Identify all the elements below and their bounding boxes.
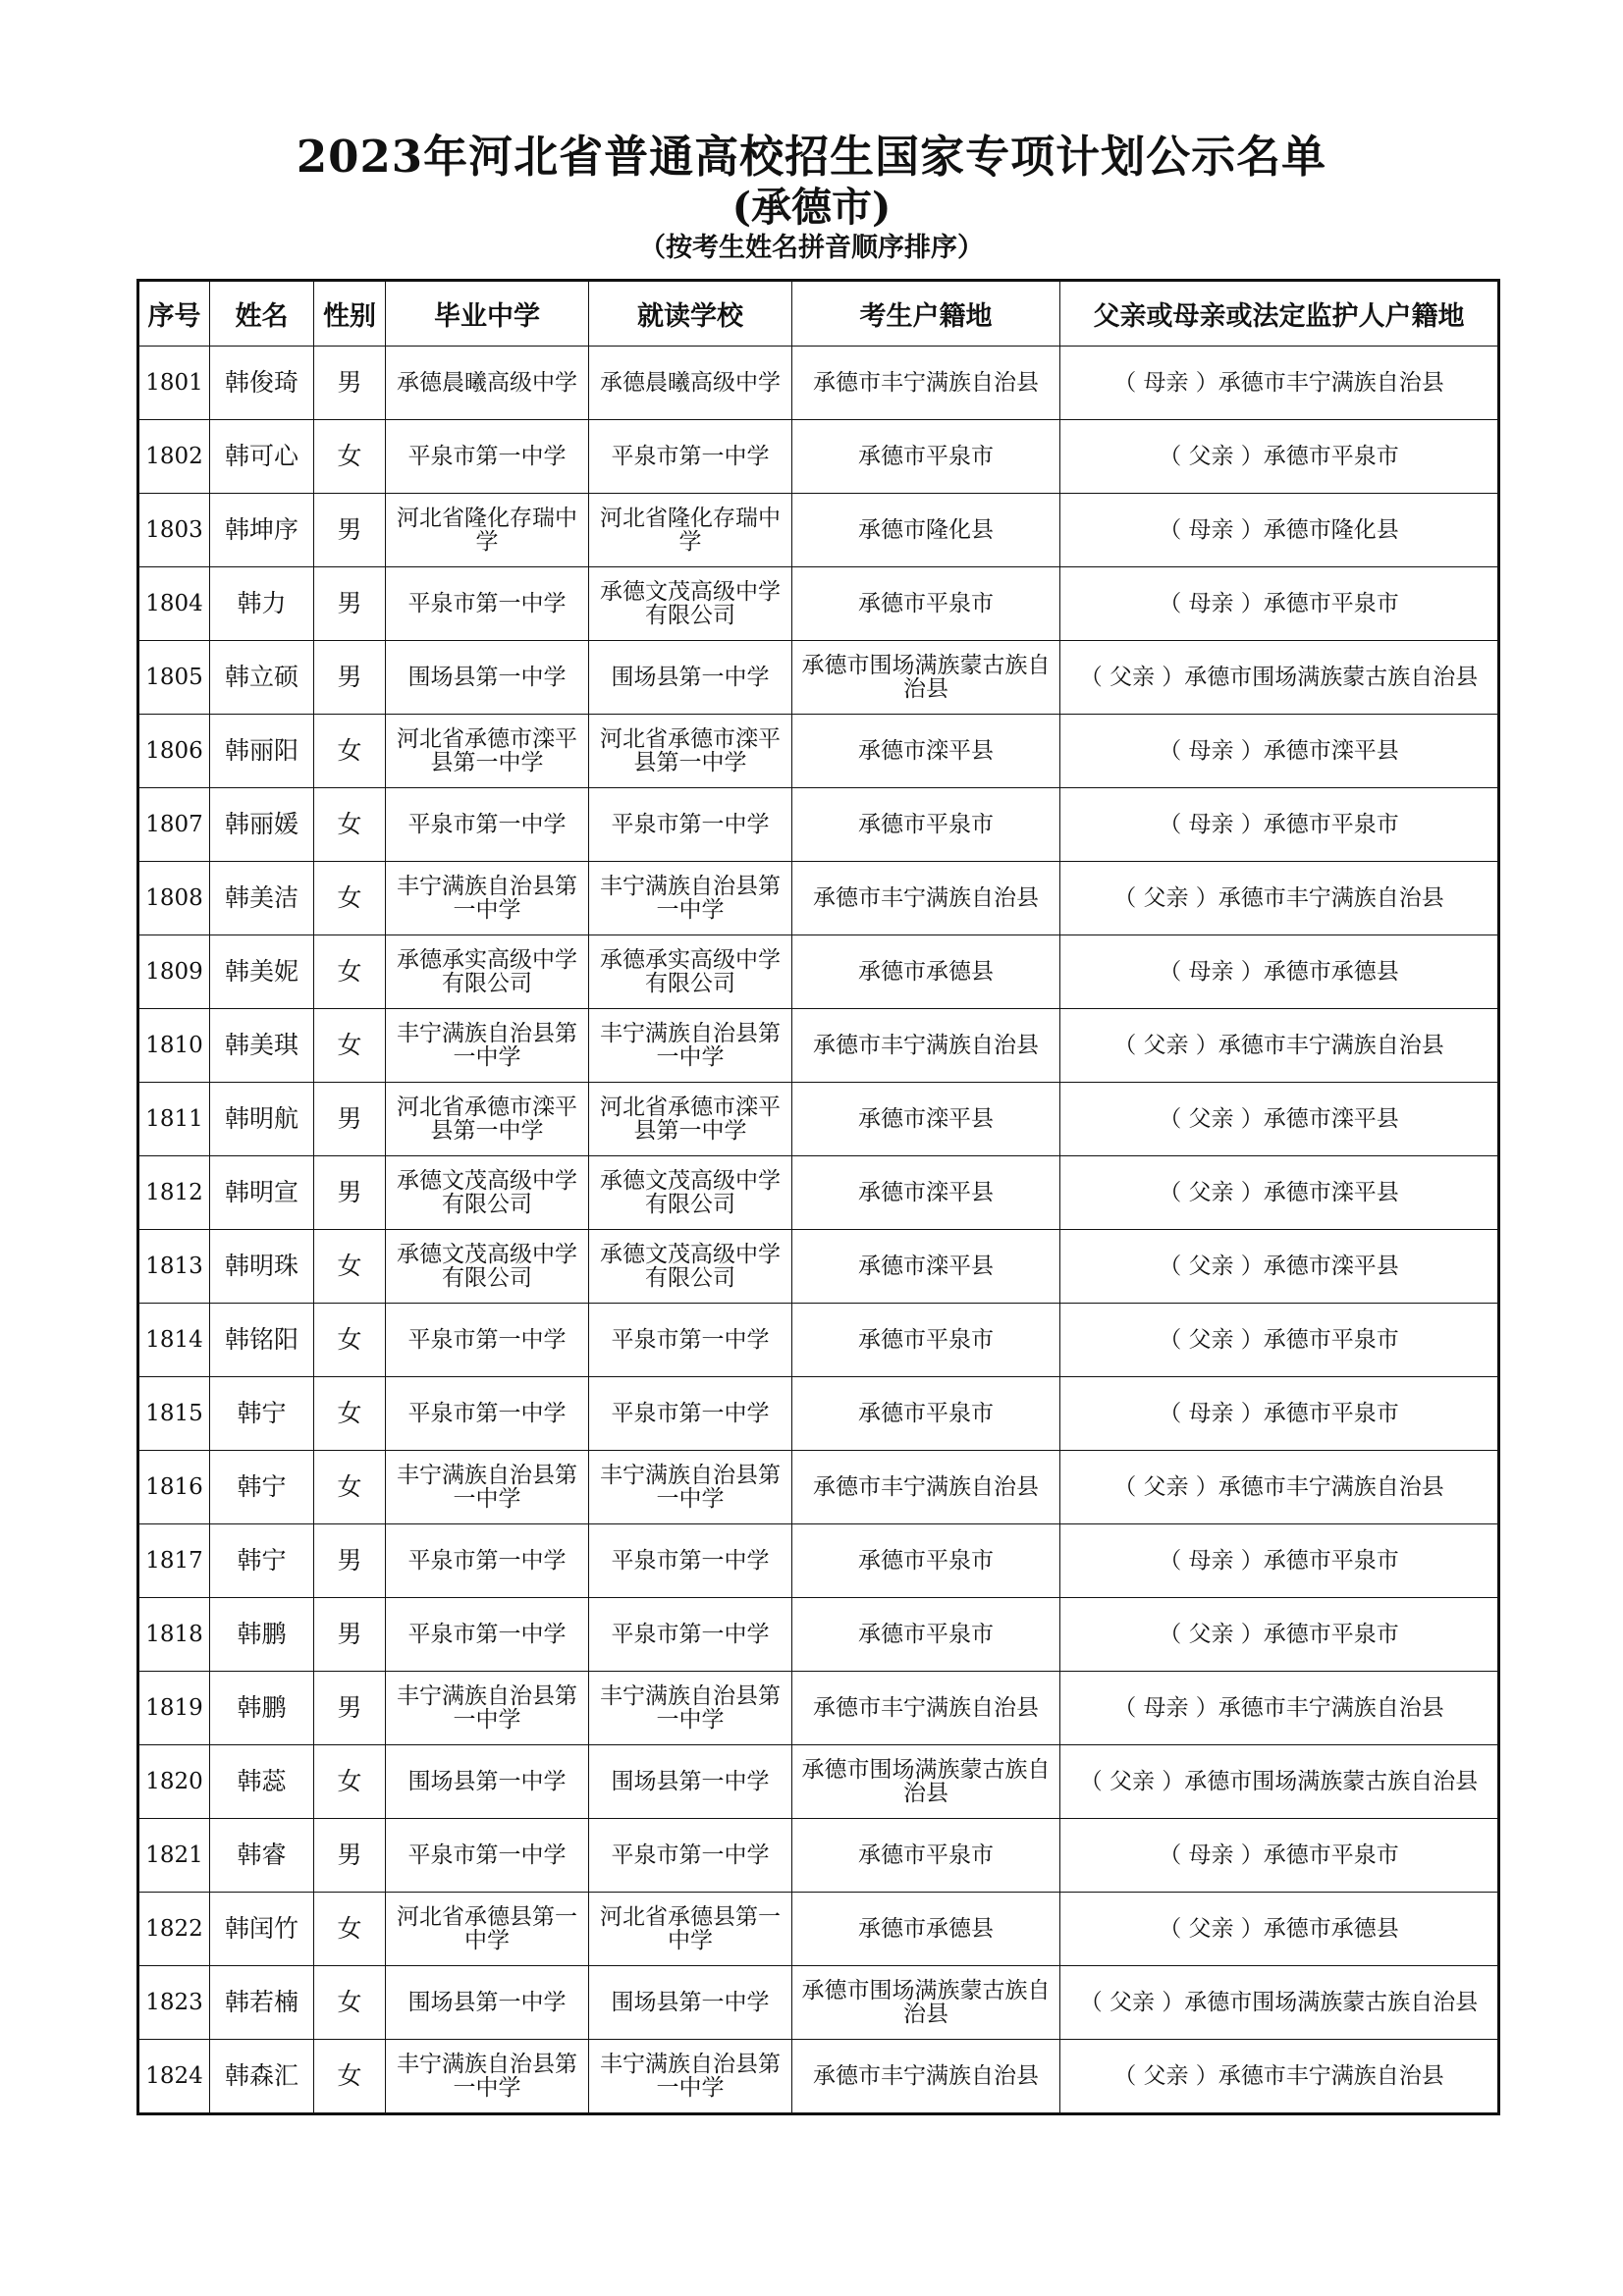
cell-seq: 1822 [138, 1893, 210, 1966]
cell-grad-school: 围场县第一中学 [386, 1966, 589, 2040]
cell-guardian-hukou: （ 父亲 ）承德市平泉市 [1060, 1598, 1499, 1672]
cell-guardian-hukou: （ 父亲 ）承德市丰宁满族自治县 [1060, 862, 1499, 935]
cell-hukou: 承德市平泉市 [792, 788, 1060, 862]
table-row [138, 641, 1499, 715]
header-row [138, 281, 1499, 347]
cell-grad-school: 河北省承德市滦平县第一中学 [386, 1083, 589, 1156]
cell-gender: 男 [314, 1524, 386, 1598]
cell-name: 韩闰竹 [210, 1893, 314, 1966]
table-row [138, 1598, 1499, 1672]
cell-gender: 男 [314, 1819, 386, 1893]
cell-hukou: 承德市丰宁满族自治县 [792, 347, 1060, 420]
cell-guardian-hukou: （ 母亲 ）承德市承德县 [1060, 935, 1499, 1009]
cell-guardian-hukou: （ 母亲 ）承德市丰宁满族自治县 [1060, 1672, 1499, 1745]
cell-current-school: 围场县第一中学 [589, 1745, 792, 1819]
cell-grad-school: 平泉市第一中学 [386, 1819, 589, 1893]
cell-gender: 男 [314, 494, 386, 567]
cell-name: 韩力 [210, 567, 314, 641]
cell-grad-school: 河北省隆化存瑞中学 [386, 494, 589, 567]
cell-grad-school: 丰宁满族自治县第一中学 [386, 2040, 589, 2114]
cell-gender: 女 [314, 1966, 386, 2040]
table-row [138, 1524, 1499, 1598]
cell-current-school: 承德文茂高级中学有限公司 [589, 567, 792, 641]
cell-current-school: 丰宁满族自治县第一中学 [589, 1451, 792, 1524]
cell-hukou: 承德市丰宁满族自治县 [792, 1672, 1060, 1745]
cell-seq: 1815 [138, 1377, 210, 1451]
cell-guardian-hukou: （ 母亲 ）承德市滦平县 [1060, 715, 1499, 788]
table-row [138, 1304, 1499, 1377]
table-row [138, 347, 1499, 420]
cell-current-school: 平泉市第一中学 [589, 788, 792, 862]
cell-seq: 1816 [138, 1451, 210, 1524]
document-title: 2023年河北省普通高校招生国家专项计划公示名单 [296, 131, 1327, 183]
cell-current-school: 承德文茂高级中学有限公司 [589, 1230, 792, 1304]
cell-grad-school: 丰宁满族自治县第一中学 [386, 862, 589, 935]
table-row [138, 1083, 1499, 1156]
cell-gender: 男 [314, 641, 386, 715]
cell-grad-school: 承德文茂高级中学有限公司 [386, 1156, 589, 1230]
cell-gender: 女 [314, 1304, 386, 1377]
cell-current-school: 平泉市第一中学 [589, 1524, 792, 1598]
cell-seq: 1819 [138, 1672, 210, 1745]
table-row [138, 1377, 1499, 1451]
cell-grad-school: 丰宁满族自治县第一中学 [386, 1009, 589, 1083]
cell-name: 韩宁 [210, 1377, 314, 1451]
cell-current-school: 平泉市第一中学 [589, 1377, 792, 1451]
cell-name: 韩明航 [210, 1083, 314, 1156]
cell-gender: 女 [314, 1451, 386, 1524]
column-header-gender: 性别 [314, 281, 386, 347]
cell-guardian-hukou: （ 父亲 ）承德市平泉市 [1060, 1304, 1499, 1377]
table-row [138, 935, 1499, 1009]
cell-current-school: 平泉市第一中学 [589, 420, 792, 494]
cell-guardian-hukou: （ 母亲 ）承德市平泉市 [1060, 1524, 1499, 1598]
cell-hukou: 承德市滦平县 [792, 1156, 1060, 1230]
cell-seq: 1823 [138, 1966, 210, 2040]
cell-grad-school: 平泉市第一中学 [386, 1377, 589, 1451]
cell-guardian-hukou: （ 母亲 ）承德市平泉市 [1060, 788, 1499, 862]
cell-seq: 1817 [138, 1524, 210, 1598]
cell-grad-school: 平泉市第一中学 [386, 567, 589, 641]
cell-hukou: 承德市围场满族蒙古族自治县 [792, 641, 1060, 715]
table-row [138, 715, 1499, 788]
cell-name: 韩睿 [210, 1819, 314, 1893]
cell-gender: 女 [314, 715, 386, 788]
cell-grad-school: 河北省承德县第一中学 [386, 1893, 589, 1966]
cell-gender: 女 [314, 935, 386, 1009]
table-row [138, 567, 1499, 641]
cell-name: 韩蕊 [210, 1745, 314, 1819]
cell-gender: 女 [314, 862, 386, 935]
cell-guardian-hukou: （ 母亲 ）承德市平泉市 [1060, 1819, 1499, 1893]
table-row [138, 1009, 1499, 1083]
cell-hukou: 承德市平泉市 [792, 1819, 1060, 1893]
cell-grad-school: 平泉市第一中学 [386, 1524, 589, 1598]
cell-current-school: 丰宁满族自治县第一中学 [589, 862, 792, 935]
cell-current-school: 平泉市第一中学 [589, 1304, 792, 1377]
cell-grad-school: 承德晨曦高级中学 [386, 347, 589, 420]
column-header-hukou: 考生户籍地 [792, 281, 1060, 347]
cell-hukou: 承德市平泉市 [792, 1598, 1060, 1672]
table-row [138, 420, 1499, 494]
cell-grad-school: 平泉市第一中学 [386, 420, 589, 494]
cell-seq: 1809 [138, 935, 210, 1009]
cell-guardian-hukou: （ 父亲 ）承德市围场满族蒙古族自治县 [1060, 1966, 1499, 2040]
cell-hukou: 承德市平泉市 [792, 1304, 1060, 1377]
cell-hukou: 承德市滦平县 [792, 715, 1060, 788]
cell-hukou: 承德市承德县 [792, 935, 1060, 1009]
cell-current-school: 丰宁满族自治县第一中学 [589, 1672, 792, 1745]
column-header-current-school: 就读学校 [589, 281, 792, 347]
table-row [138, 2040, 1499, 2114]
cell-name: 韩坤序 [210, 494, 314, 567]
cell-hukou: 承德市丰宁满族自治县 [792, 1451, 1060, 1524]
cell-name: 韩美琪 [210, 1009, 314, 1083]
table-row [138, 1230, 1499, 1304]
cell-hukou: 承德市滦平县 [792, 1230, 1060, 1304]
cell-seq: 1804 [138, 567, 210, 641]
table-row [138, 1672, 1499, 1745]
cell-gender: 女 [314, 788, 386, 862]
cell-current-school: 河北省承德县第一中学 [589, 1893, 792, 1966]
cell-name: 韩鹏 [210, 1598, 314, 1672]
cell-seq: 1813 [138, 1230, 210, 1304]
cell-seq: 1801 [138, 347, 210, 420]
cell-hukou: 承德市围场满族蒙古族自治县 [792, 1966, 1060, 2040]
cell-gender: 女 [314, 1893, 386, 1966]
cell-name: 韩鹏 [210, 1672, 314, 1745]
table-row [138, 1156, 1499, 1230]
cell-gender: 男 [314, 1156, 386, 1230]
cell-guardian-hukou: （ 母亲 ）承德市隆化县 [1060, 494, 1499, 567]
cell-seq: 1807 [138, 788, 210, 862]
table-row [138, 1893, 1499, 1966]
cell-grad-school: 丰宁满族自治县第一中学 [386, 1451, 589, 1524]
cell-seq: 1821 [138, 1819, 210, 1893]
cell-grad-school: 河北省承德市滦平县第一中学 [386, 715, 589, 788]
cell-guardian-hukou: （ 父亲 ）承德市滦平县 [1060, 1230, 1499, 1304]
cell-name: 韩铭阳 [210, 1304, 314, 1377]
cell-seq: 1803 [138, 494, 210, 567]
cell-grad-school: 丰宁满族自治县第一中学 [386, 1672, 589, 1745]
cell-grad-school: 围场县第一中学 [386, 641, 589, 715]
cell-grad-school: 平泉市第一中学 [386, 1598, 589, 1672]
cell-gender: 男 [314, 567, 386, 641]
cell-name: 韩俊琦 [210, 347, 314, 420]
cell-seq: 1806 [138, 715, 210, 788]
cell-hukou: 承德市丰宁满族自治县 [792, 2040, 1060, 2114]
cell-current-school: 承德晨曦高级中学 [589, 347, 792, 420]
cell-name: 韩可心 [210, 420, 314, 494]
table-row [138, 1451, 1499, 1524]
cell-gender: 女 [314, 420, 386, 494]
cell-gender: 女 [314, 1009, 386, 1083]
cell-gender: 男 [314, 1598, 386, 1672]
cell-current-school: 平泉市第一中学 [589, 1598, 792, 1672]
cell-current-school: 围场县第一中学 [589, 641, 792, 715]
cell-guardian-hukou: （ 父亲 ）承德市平泉市 [1060, 420, 1499, 494]
cell-current-school: 丰宁满族自治县第一中学 [589, 2040, 792, 2114]
column-header-seq: 序号 [138, 281, 210, 347]
cell-current-school: 围场县第一中学 [589, 1966, 792, 2040]
table-row [138, 862, 1499, 935]
cell-hukou: 承德市滦平县 [792, 1083, 1060, 1156]
cell-guardian-hukou: （ 父亲 ）承德市丰宁满族自治县 [1060, 1451, 1499, 1524]
cell-gender: 女 [314, 1377, 386, 1451]
cell-guardian-hukou: （ 父亲 ）承德市丰宁满族自治县 [1060, 1009, 1499, 1083]
cell-guardian-hukou: （ 父亲 ）承德市滦平县 [1060, 1083, 1499, 1156]
cell-hukou: 承德市丰宁满族自治县 [792, 862, 1060, 935]
cell-name: 韩美洁 [210, 862, 314, 935]
cell-gender: 男 [314, 1672, 386, 1745]
cell-name: 韩宁 [210, 1524, 314, 1598]
cell-gender: 女 [314, 1230, 386, 1304]
cell-gender: 男 [314, 347, 386, 420]
cell-current-school: 丰宁满族自治县第一中学 [589, 1009, 792, 1083]
cell-seq: 1805 [138, 641, 210, 715]
cell-name: 韩丽阳 [210, 715, 314, 788]
cell-guardian-hukou: （ 父亲 ）承德市围场满族蒙古族自治县 [1060, 641, 1499, 715]
cell-hukou: 承德市围场满族蒙古族自治县 [792, 1745, 1060, 1819]
cell-gender: 女 [314, 1745, 386, 1819]
table-row [138, 1819, 1499, 1893]
cell-grad-school: 承德文茂高级中学有限公司 [386, 1230, 589, 1304]
cell-current-school: 承德承实高级中学有限公司 [589, 935, 792, 1009]
cell-gender: 男 [314, 1083, 386, 1156]
table-row [138, 1745, 1499, 1819]
column-header-name: 姓名 [210, 281, 314, 347]
cell-grad-school: 平泉市第一中学 [386, 1304, 589, 1377]
cell-name: 韩丽媛 [210, 788, 314, 862]
cell-seq: 1812 [138, 1156, 210, 1230]
cell-seq: 1820 [138, 1745, 210, 1819]
cell-seq: 1824 [138, 2040, 210, 2114]
cell-grad-school: 平泉市第一中学 [386, 788, 589, 862]
sort-note: （按考生姓名拼音顺序排序） [639, 233, 984, 263]
cell-gender: 女 [314, 2040, 386, 2114]
cell-name: 韩明宣 [210, 1156, 314, 1230]
table-row [138, 788, 1499, 862]
cell-hukou: 承德市承德县 [792, 1893, 1060, 1966]
column-header-grad-school: 毕业中学 [386, 281, 589, 347]
cell-guardian-hukou: （ 母亲 ）承德市丰宁满族自治县 [1060, 347, 1499, 420]
cell-seq: 1814 [138, 1304, 210, 1377]
cell-name: 韩美妮 [210, 935, 314, 1009]
cell-current-school: 河北省承德市滦平县第一中学 [589, 1083, 792, 1156]
cell-seq: 1802 [138, 420, 210, 494]
cell-name: 韩明珠 [210, 1230, 314, 1304]
column-header-guardian-hukou: 父亲或母亲或法定监护人户籍地 [1060, 281, 1499, 347]
cell-hukou: 承德市平泉市 [792, 1377, 1060, 1451]
cell-current-school: 承德文茂高级中学有限公司 [589, 1156, 792, 1230]
cell-current-school: 平泉市第一中学 [589, 1819, 792, 1893]
cell-hukou: 承德市隆化县 [792, 494, 1060, 567]
cell-current-school: 河北省承德市滦平县第一中学 [589, 715, 792, 788]
cell-guardian-hukou: （ 母亲 ）承德市平泉市 [1060, 1377, 1499, 1451]
cell-hukou: 承德市平泉市 [792, 567, 1060, 641]
table-row [138, 1966, 1499, 2040]
cell-hukou: 承德市平泉市 [792, 1524, 1060, 1598]
cell-seq: 1810 [138, 1009, 210, 1083]
cell-seq: 1811 [138, 1083, 210, 1156]
cell-name: 韩森汇 [210, 2040, 314, 2114]
cell-guardian-hukou: （ 父亲 ）承德市承德县 [1060, 1893, 1499, 1966]
cell-name: 韩若楠 [210, 1966, 314, 2040]
cell-hukou: 承德市平泉市 [792, 420, 1060, 494]
candidate-table [136, 279, 1500, 2115]
table-header [138, 281, 1499, 347]
document-subtitle: (承德市) [731, 184, 892, 231]
cell-current-school: 河北省隆化存瑞中学 [589, 494, 792, 567]
cell-guardian-hukou: （ 父亲 ）承德市丰宁满族自治县 [1060, 2040, 1499, 2114]
cell-seq: 1818 [138, 1598, 210, 1672]
cell-seq: 1808 [138, 862, 210, 935]
cell-name: 韩立硕 [210, 641, 314, 715]
cell-hukou: 承德市丰宁满族自治县 [792, 1009, 1060, 1083]
cell-name: 韩宁 [210, 1451, 314, 1524]
cell-guardian-hukou: （ 父亲 ）承德市滦平县 [1060, 1156, 1499, 1230]
cell-grad-school: 围场县第一中学 [386, 1745, 589, 1819]
cell-guardian-hukou: （ 母亲 ）承德市平泉市 [1060, 567, 1499, 641]
cell-grad-school: 承德承实高级中学有限公司 [386, 935, 589, 1009]
table-row [138, 494, 1499, 567]
cell-guardian-hukou: （ 父亲 ）承德市围场满族蒙古族自治县 [1060, 1745, 1499, 1819]
table-body [138, 347, 1499, 2114]
